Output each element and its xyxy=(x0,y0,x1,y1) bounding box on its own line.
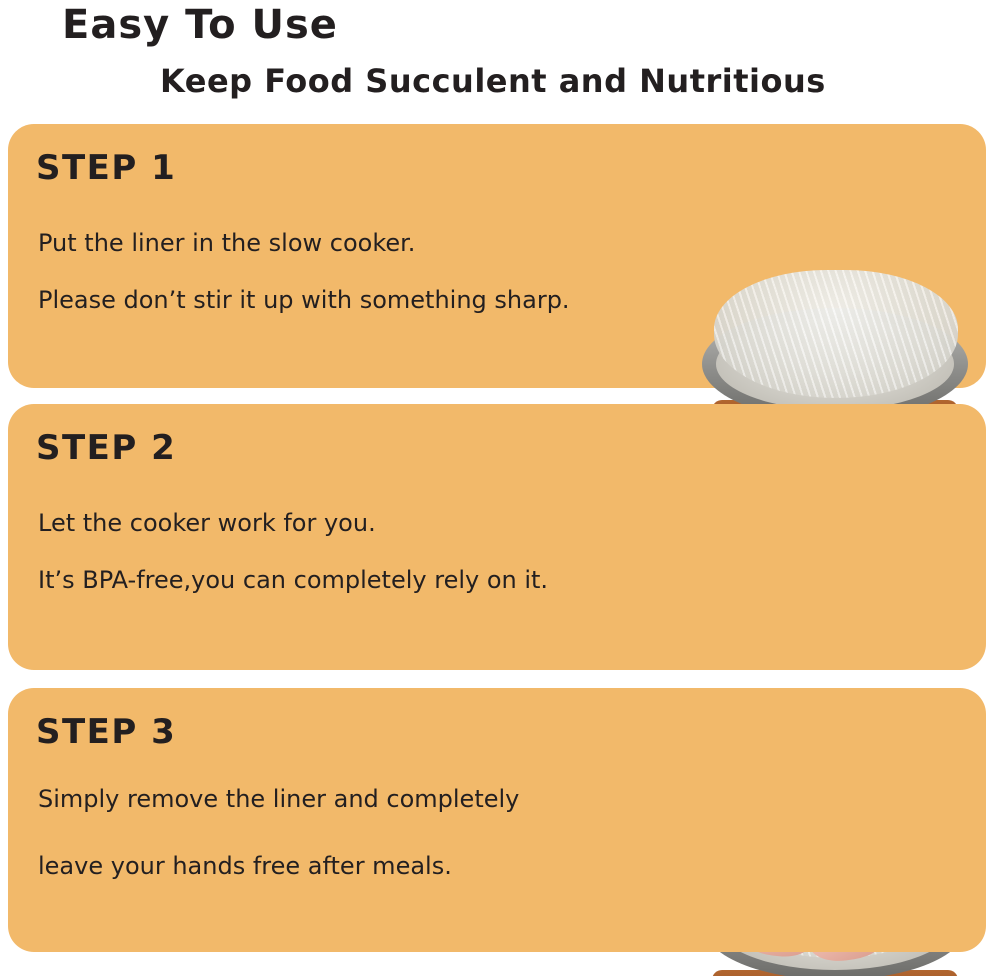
step-3-label: STEP 3 xyxy=(36,712,177,752)
step-3-line-1: Simply remove the liner and completely xyxy=(38,785,520,813)
plastic-liner-icon xyxy=(714,270,958,398)
step-1-line-1: Put the liner in the slow cooker. xyxy=(38,229,416,257)
step-2-label: STEP 2 xyxy=(36,428,177,468)
step-1-body xyxy=(38,228,698,341)
page-title: Easy To Use xyxy=(62,2,338,48)
step-3-line-2: leave your hands free after meals. xyxy=(38,851,452,880)
step-card-2 xyxy=(8,404,986,670)
step-card-3 xyxy=(8,688,986,952)
page-subtitle: Keep Food Succulent and Nutritious xyxy=(160,62,826,100)
step-1-label: STEP 1 xyxy=(36,148,177,188)
step-card-1 xyxy=(8,124,986,388)
step-2-line-2: It’s BPA-free,you can completely rely on it. xyxy=(38,565,549,594)
step-3-body xyxy=(38,784,698,917)
step-2-line-1: Let the cooker work for you. xyxy=(38,509,376,537)
step-2-body xyxy=(38,508,698,621)
step-1-line-2: Please don’t stir it up with something sharp. xyxy=(38,285,570,314)
